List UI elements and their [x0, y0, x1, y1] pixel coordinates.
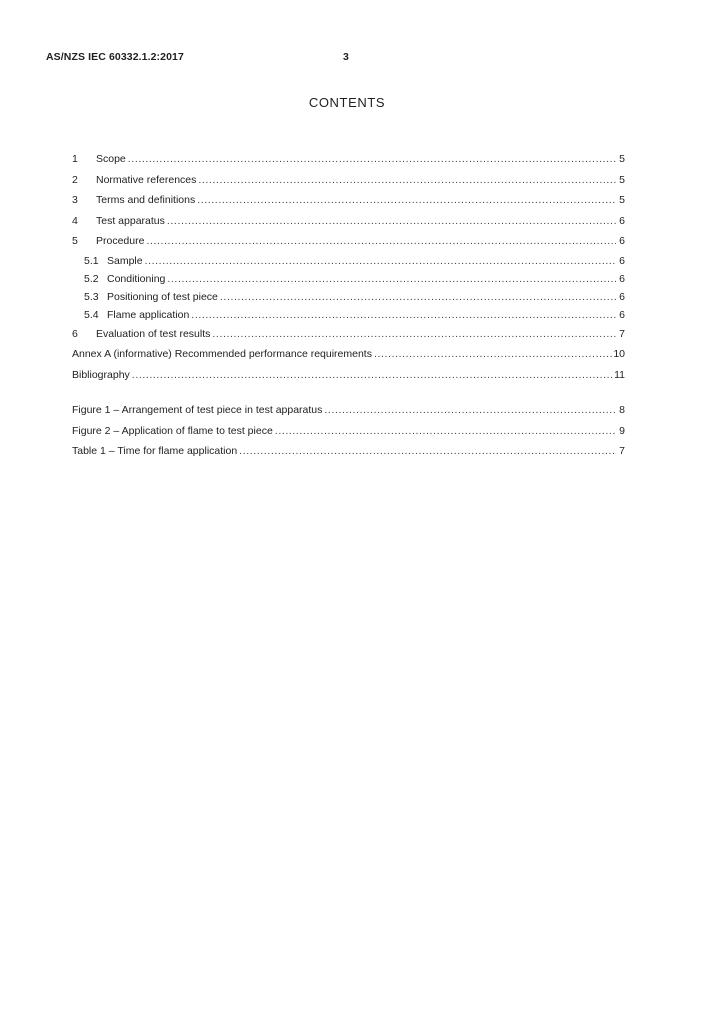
- dot-leader: [275, 421, 616, 442]
- toc-entry-page: 8: [619, 404, 625, 416]
- toc-entry-5-3[interactable]: [72, 288, 625, 306]
- toc-entry-annex-a[interactable]: [72, 344, 625, 365]
- toc-entry-number: 5.4: [84, 308, 99, 321]
- toc-entry-2[interactable]: [72, 170, 625, 191]
- dot-leader: [212, 324, 616, 345]
- toc-entry-label: Evaluation of test results: [96, 327, 211, 340]
- dot-leader: [191, 306, 616, 324]
- figure-2-entry[interactable]: [72, 421, 625, 442]
- page-number: 3: [343, 51, 349, 63]
- toc-entry-page: 7: [619, 327, 625, 340]
- toc-entry-label: Sample: [107, 254, 143, 267]
- toc-entry-6[interactable]: [72, 324, 625, 345]
- toc-entry-number: 6: [72, 327, 78, 340]
- contents-title: CONTENTS: [308, 95, 386, 110]
- toc-entry-number: 2: [72, 173, 78, 186]
- toc-entry-label: Procedure: [96, 235, 145, 247]
- toc-entry-page: 9: [619, 424, 625, 437]
- toc-entry-4[interactable]: [72, 211, 625, 232]
- toc-entry-label: Annex A (informative) Recommended performance requirements: [72, 348, 372, 360]
- toc-entry-page: 6: [619, 214, 625, 227]
- toc-entry-1[interactable]: [72, 149, 625, 170]
- dot-leader: [197, 190, 616, 211]
- toc-entry-5-2[interactable]: [72, 270, 625, 288]
- toc-entry-number: 1: [72, 153, 78, 165]
- dot-leader: [239, 441, 616, 462]
- dot-leader: [145, 252, 616, 270]
- figure-1-entry[interactable]: [72, 400, 625, 421]
- toc-entry-page: 7: [619, 445, 625, 457]
- dot-leader: [132, 365, 613, 386]
- dot-leader: [167, 211, 616, 232]
- toc-entry-number: 5.3: [84, 290, 99, 303]
- dot-leader: [146, 231, 616, 252]
- dot-leader: [198, 170, 616, 191]
- toc-entry-label: Terms and definitions: [96, 194, 196, 206]
- dot-leader: [128, 149, 616, 170]
- toc-entry-label: Flame application: [107, 308, 190, 321]
- dot-leader: [167, 270, 616, 288]
- list-of-figures-and-tables: [72, 400, 625, 462]
- toc-entry-page: 6: [619, 254, 625, 267]
- toc-entry-number: 4: [72, 214, 78, 227]
- toc-entry-label: Bibliography: [72, 368, 130, 381]
- toc-entry-page: 10: [613, 348, 625, 360]
- toc-entry-number: 5: [72, 235, 78, 247]
- standard-id: AS/NZS IEC 60332.1.2:2017: [46, 51, 184, 63]
- toc-entry-page: 5: [619, 153, 625, 165]
- toc-entry-5[interactable]: [72, 231, 625, 252]
- toc-entry-label: Test apparatus: [96, 214, 165, 227]
- toc-entry-label: Normative references: [96, 173, 197, 186]
- toc-entry-label: Figure 1 – Arrangement of test piece in test apparatus: [72, 404, 323, 416]
- table-1-entry[interactable]: [72, 441, 625, 462]
- toc-entry-bibliography[interactable]: [72, 365, 625, 386]
- dot-leader: [324, 400, 616, 421]
- toc-entry-label: Figure 2 – Application of flame to test piece: [72, 424, 273, 437]
- toc-entry-page: 11: [614, 368, 625, 381]
- toc-entry-page: 6: [619, 308, 625, 321]
- toc-entry-label: Table 1 – Time for flame application: [72, 445, 238, 457]
- table-of-contents: [72, 149, 625, 385]
- toc-entry-number: 3: [72, 194, 78, 206]
- toc-entry-page: 6: [619, 272, 625, 285]
- toc-entry-page: 5: [619, 194, 625, 206]
- toc-entry-page: 6: [619, 235, 625, 247]
- toc-entry-page: 5: [619, 173, 625, 186]
- toc-entry-label: Conditioning: [107, 272, 166, 285]
- page-header: [46, 51, 376, 65]
- dot-leader: [220, 288, 616, 306]
- toc-entry-5-4[interactable]: [72, 306, 625, 324]
- toc-entry-number: 5.2: [84, 272, 99, 285]
- toc-entry-number: 5.1: [84, 254, 99, 267]
- dot-leader: [374, 344, 612, 365]
- toc-entry-5-1[interactable]: [72, 252, 625, 270]
- toc-entry-label: Positioning of test piece: [107, 290, 218, 303]
- toc-entry-3[interactable]: [72, 190, 625, 211]
- toc-entry-page: 6: [619, 290, 625, 303]
- toc-entry-label: Scope: [96, 153, 126, 165]
